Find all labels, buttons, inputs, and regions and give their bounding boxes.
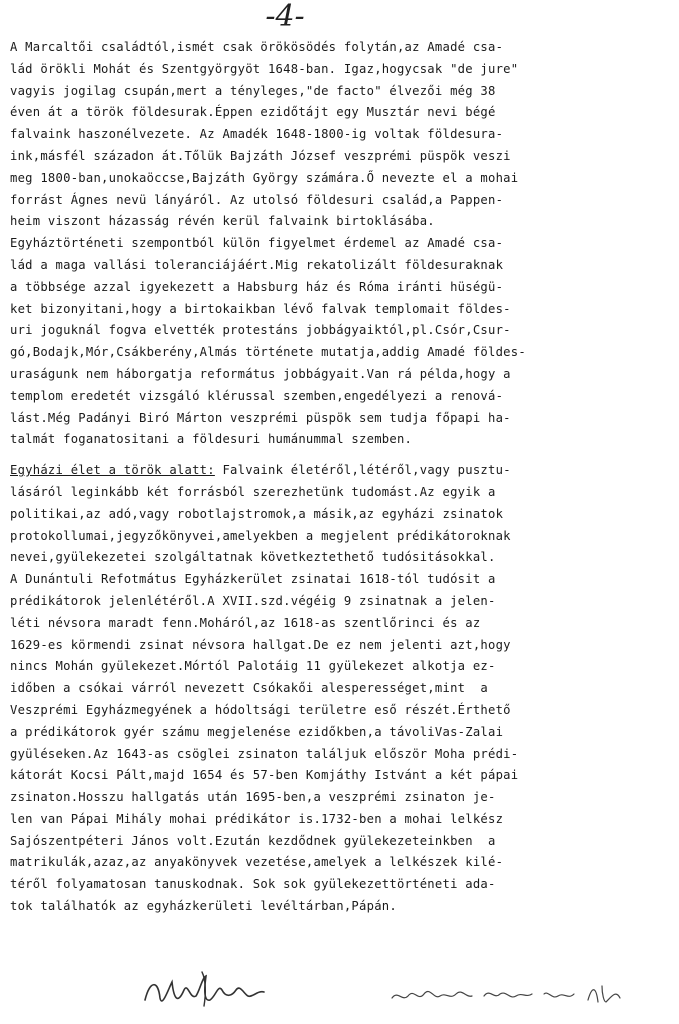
text-line: len van Pápai Mihály mohai prédikátor is.1732-ben a mohai lelkész <box>10 811 504 826</box>
heading-line-rest: Falvaink életéről,létéről,vagy pusztu- <box>214 463 511 478</box>
text-line: 1629-es körmendi zsinat névsora hallgat.De ez nem jelenti azt,hogy <box>10 637 511 652</box>
text-line: vagyis jogilag csupán,mert a tényleges,"de facto" élvezői még 38 <box>10 83 496 98</box>
text-line: protokollumai,jegyzőkönyvei,amelyekben a megjelent prédikátoroknak <box>10 528 511 543</box>
text-line: Sajószentpéteri János volt.Ezután kezdődnek gyülekezeteinkben a <box>10 833 496 848</box>
text-line: nevei,gyülekezetei szolgáltatnak következtethető tudósitásokkal. <box>10 550 496 565</box>
paragraph-gap <box>10 451 672 460</box>
handwritten-signature <box>140 960 270 1020</box>
text-line: politikai,az adó,vagy robotlajstromok,a másik,az egyházi zsinatok <box>10 506 504 521</box>
paragraph-amade-family <box>10 37 672 451</box>
section-heading: Egyházi élet a török alatt: <box>10 463 215 478</box>
text-line: léti névsora maradt fenn.Moháról,az 1618-as szentlőrinci és az <box>10 615 481 630</box>
text-line: zsinaton.Hosszu hallgatás után 1695-ben,a veszprémi zsinaton je- <box>10 790 496 805</box>
text-line: heim viszont házasság révén kerül falvaink birtoklásába. <box>10 214 435 229</box>
page-number: -4- <box>265 0 305 34</box>
text-line: falvaink haszonélvezete. Az Amadék 1648-1800-ig voltak földesura- <box>10 127 504 142</box>
text-line: éven át a török földesurak.Éppen ezidőtájt egy Musztár nevi bégé <box>10 105 496 120</box>
text-line: a többsége azzal igyekezett a Habsburg ház és Róma iránti hüségü- <box>10 279 504 294</box>
text-line: időben a csókai várról nevezett Csókakői alesperességet,mint a <box>10 681 489 696</box>
text-line: uraságunk nem háborgatja református jobbágyait.Van rá példa,hogy a <box>10 366 511 381</box>
text-line: lásáról leginkább két forrásból szerezhetünk tudomást.Az egyik a <box>10 484 496 499</box>
text-line: kátorát Kocsi Pált,majd 1654 és 57-ben Komjáthy Istvánt a két pápai <box>10 768 519 783</box>
text-line: lást.Még Padányi Biró Márton veszprémi püspök sem tudja főpapi ha- <box>10 410 511 425</box>
text-line: matrikulák,azaz,az anyakönyvek vezetése,amelyek a lelkészek kilé- <box>10 855 504 870</box>
text-line: Veszprémi Egyházmegyének a hódoltsági területre eső részét.Érthető <box>10 702 511 717</box>
text-line: meg 1800-ban,unokaöccse,Bajzáth György számára.Ő nevezte el a mohai <box>10 170 519 185</box>
text-line: ink,másfél századon át.Tőlük Bajzáth József veszprémi püspök veszi <box>10 148 511 163</box>
text-line: a prédikátorok gyér számu megjelenése ezidőkben,a távoliVas-Zalai <box>10 724 504 739</box>
text-line: Egyháztörténeti szempontból külön figyelmet érdemel az Amadé csa- <box>10 236 504 251</box>
text-line: A Dunántuli Refotmátus Egyházkerület zsinatai 1618-tól tudósit a <box>10 572 496 587</box>
handwritten-note <box>388 972 628 1012</box>
text-line: ket bizonyitani,hogy a birtokaikban lévő falvak templomait földes- <box>10 301 511 316</box>
text-line: templom eredetét vizsgáló klérussal szemben,engedélyezi a renová- <box>10 388 504 403</box>
text-line: talmát foganatositani a földesuri humánummal szemben. <box>10 432 413 447</box>
text-line: lád örökli Mohát és Szentgyörgyöt 1648-ban. Igaz,hogycsak "de jure" <box>10 61 519 76</box>
text-line: tok találhatók az egyházkerületi levéltárban,Pápán. <box>10 899 397 914</box>
text-line: nincs Mohán gyülekezet.Mórtól Palotáig 11 gyülekezet alkotja ez- <box>10 659 496 674</box>
body-text <box>10 37 672 918</box>
text-line: A Marcaltői családtól,ismét csak örökösödés folytán,az Amadé csa- <box>10 40 504 54</box>
text-line: téről folyamatosan tanuskodnak. Sok sok gyülekezettörténeti ada- <box>10 877 496 892</box>
paragraph-church-life <box>10 460 672 918</box>
text-line: gyüléseken.Az 1643-as csöglei zsinaton találjuk először Moha prédi- <box>10 746 519 761</box>
text-line: forrást Ágnes nevü lányáról. Az utolsó földesuri család,a Pappen- <box>10 192 504 207</box>
text-line: uri joguknál fogva elvették protestáns jobbágyaiktól,pl.Csór,Csur- <box>10 323 511 338</box>
text-line: lád a maga vallási toleranciájáért.Mig rekatolizált földesuraknak <box>10 257 504 272</box>
text-line <box>10 460 672 482</box>
text-line: gó,Bodajk,Mór,Csákberény,Almás története mutatja,addig Amadé földes- <box>10 345 526 360</box>
text-line: prédikátorok jelenlétéről.A XVII.szd.végéig 9 zsinatnak a jelen- <box>10 593 496 608</box>
